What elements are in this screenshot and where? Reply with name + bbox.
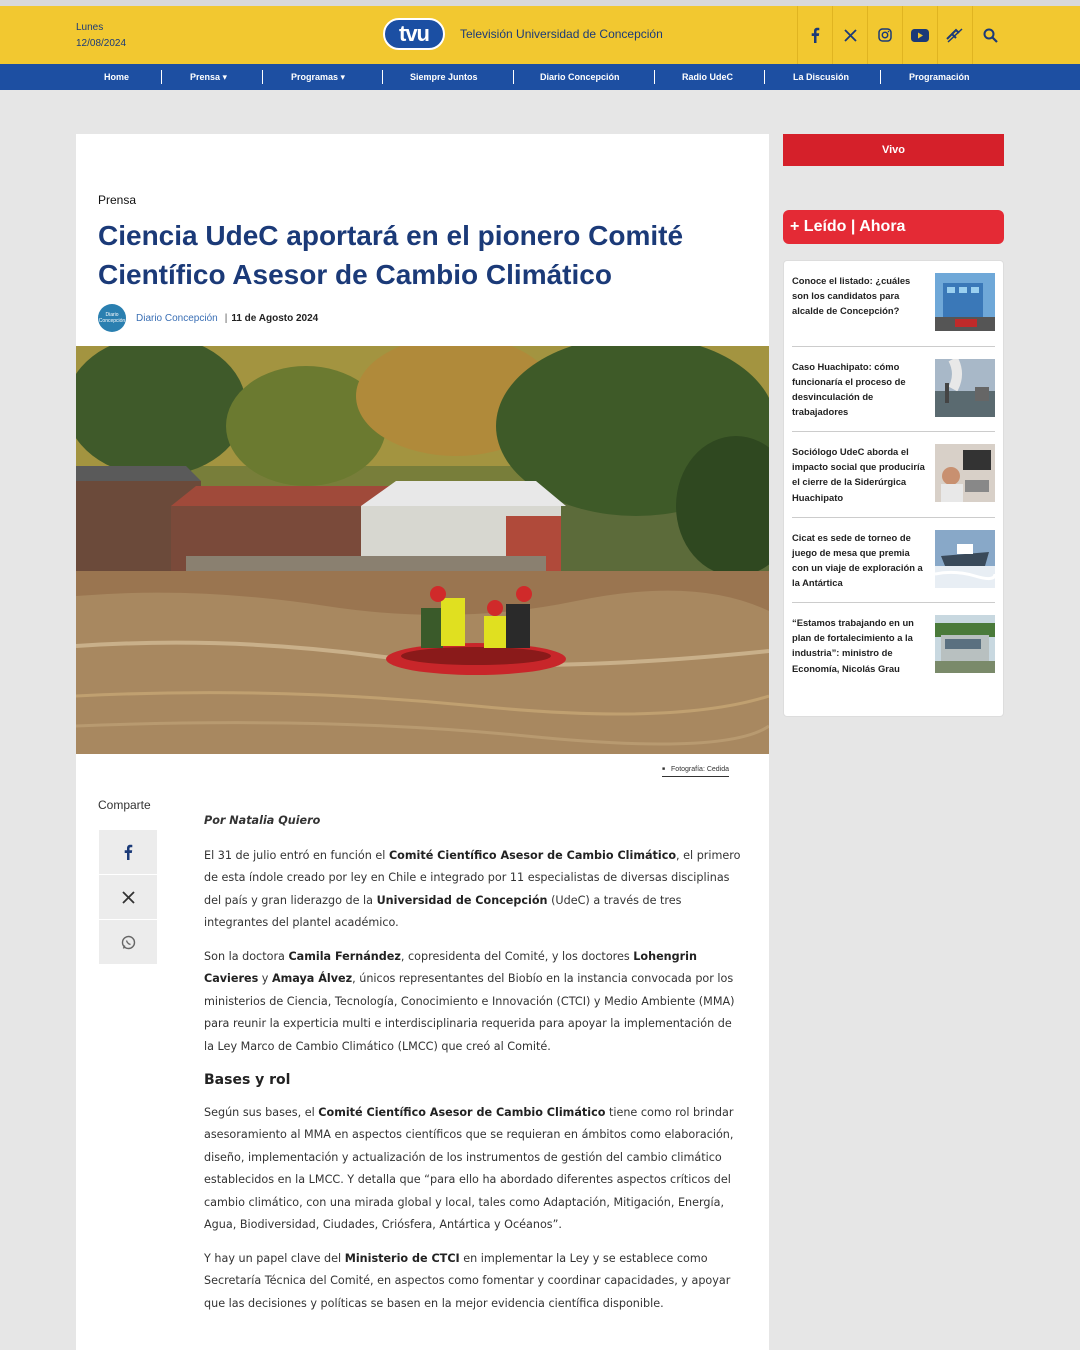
article-title: Ciencia UdeC aportará en el pionero Comité Científico Asesor de Cambio Climático	[98, 220, 684, 290]
share-x-button[interactable]	[99, 875, 157, 920]
nav-separator	[880, 70, 881, 84]
tiktok-icon[interactable]	[937, 6, 972, 64]
nav-separator	[382, 70, 383, 84]
main-navigation	[0, 64, 1080, 90]
x-icon	[122, 891, 135, 904]
article-hero-image	[76, 346, 769, 754]
nav-item-radio-udec[interactable]: Radio UdeC	[682, 72, 734, 82]
news-thumbnail[interactable]	[935, 530, 995, 588]
article-category[interactable]: Prensa	[98, 193, 137, 207]
site-brand[interactable]	[383, 18, 663, 50]
meta-separator: |	[224, 312, 228, 324]
nav-separator	[262, 70, 263, 84]
header-day-label: Lunes	[76, 22, 104, 33]
article-paragraph: Según sus bases, el Comité Científico Asesor de Cambio Climático tiene como rol brindar asesoramiento al MMA en aspectos científicos que se requieran en ámbitos como elaboración, diseño, implementación y actualización de los instrumentos de gestión del cambio climático establecidos en la LMCC. Y detalla que “para ello ha abordado diferentes aspectos críticos del cambio climático, con una mirada global y local, tales como Adaptación, Mitigación, Energía, Agua, Biodiversidad, Ciudades, Criósfera, Antártica y Océanos”.	[204, 1105, 734, 1231]
news-thumbnail[interactable]	[935, 359, 995, 417]
youtube-icon[interactable]	[902, 6, 937, 64]
search-icon[interactable]	[972, 6, 1007, 64]
whatsapp-icon	[121, 935, 136, 950]
site-name[interactable]: Televisión Universidad de Concepción	[460, 27, 663, 41]
author-avatar[interactable]: Diario Concepción	[98, 304, 126, 332]
header-date	[76, 20, 126, 52]
share-whatsapp-button[interactable]	[99, 920, 157, 965]
article-paragraph: Y hay un papel clave del Ministerio de CTCI en implementar la Ley y se establece como Secretaría Técnica del Comité, en aspectos como fomentar y coordinar capacidades, y apoyar que las decisiones y políticas se basen en la mejor evidencia científica disponible.	[204, 1251, 731, 1310]
facebook-icon	[123, 844, 133, 860]
author-link[interactable]: Diario Concepción	[136, 312, 218, 324]
tvu-logo[interactable]: tvu	[383, 18, 445, 50]
x-icon[interactable]	[832, 6, 867, 64]
publish-date: 11 de Agosto 2024	[231, 312, 319, 324]
nav-item-la-discusion[interactable]: La Discusión	[793, 72, 850, 82]
header-date-label: 12/08/2024	[76, 38, 127, 49]
article-paragraph: Son la doctora Camila Fernández, copresidenta del Comité, y los doctores Lohengrin Cavieres y Amaya Álvez, únicos representantes del Biobío en la instancia convocada por los ministerios de Ciencia, Tecnología, Conocimiento e Innovación (CTCI) y Medio Ambiente (MMA) para reunir la experticia multi e interdisciplinaria requerida para apoyar la implementación de la Ley Marco de Cambio Climático (LMCC) que creó al Comité.	[204, 949, 735, 1053]
nav-item-programas[interactable]: Programas ▾	[291, 72, 346, 82]
social-icons-bar	[797, 6, 1007, 64]
list-item[interactable]	[792, 603, 995, 689]
article-meta	[98, 304, 318, 332]
nav-item-programacion[interactable]: Programación	[909, 72, 970, 82]
nav-separator	[654, 70, 655, 84]
article-author-line: Por Natalia Quiero	[204, 814, 321, 827]
article-paragraph: El 31 de julio entró en función el Comité Científico Asesor de Cambio Climático, el primero de esta índole creado por ley en Chile e integrado por 11 especialistas de diversas disciplinas del país y gran liderazgo de la Universidad de Concepción (UdeC) a través de tres integrantes del plantel académico.	[204, 848, 741, 929]
most-read-header[interactable]: + Leído | Ahora	[783, 210, 1004, 244]
list-item[interactable]	[792, 518, 995, 604]
share-facebook-button[interactable]	[99, 830, 157, 875]
news-thumbnail[interactable]	[935, 444, 995, 502]
nav-separator	[161, 70, 162, 84]
news-thumbnail[interactable]	[935, 615, 995, 673]
nav-item-prensa[interactable]: Prensa ▾	[190, 72, 228, 82]
article-subheading: Bases y rol	[204, 1072, 291, 1088]
share-label: Comparte	[98, 798, 151, 812]
news-title[interactable]: Cicat es sede de torneo de juego de mesa que premia con un viaje de exploración a la Antártica	[792, 531, 923, 589]
live-button[interactable]: Vivo	[783, 134, 1004, 166]
nav-item-diario-concepcion[interactable]: Diario Concepción	[540, 72, 620, 82]
news-title[interactable]: Conoce el listado: ¿cuáles son los candidatos para alcalde de Concepción?	[792, 275, 911, 317]
article-card	[76, 134, 769, 1350]
list-item[interactable]	[792, 261, 995, 347]
most-read-list	[783, 260, 1004, 717]
news-title[interactable]: “Estamos trabajando en un plan de fortalecimiento a la industria”: ministro de Economía, Nicolás Grau	[792, 617, 914, 674]
news-title[interactable]: Caso Huachipato: cómo funcionaría el proceso de desvinculación de trabajadores	[792, 360, 906, 418]
article-body	[204, 810, 744, 1326]
nav-item-home[interactable]: Home	[104, 72, 130, 82]
photo-caption: ■ Fotografía: Cedida	[662, 766, 729, 777]
news-thumbnail[interactable]	[935, 273, 995, 331]
nav-item-siempre-juntos[interactable]: Siempre Juntos	[410, 72, 478, 82]
list-item[interactable]	[792, 347, 995, 433]
news-title[interactable]: Sociólogo UdeC aborda el impacto social que produciría el cierre de la Siderúrgica Huachipato	[792, 446, 925, 503]
nav-separator	[764, 70, 765, 84]
share-buttons	[99, 830, 157, 965]
nav-separator	[513, 70, 514, 84]
facebook-icon[interactable]	[797, 6, 832, 64]
instagram-icon[interactable]	[867, 6, 902, 64]
list-item[interactable]	[792, 432, 995, 518]
